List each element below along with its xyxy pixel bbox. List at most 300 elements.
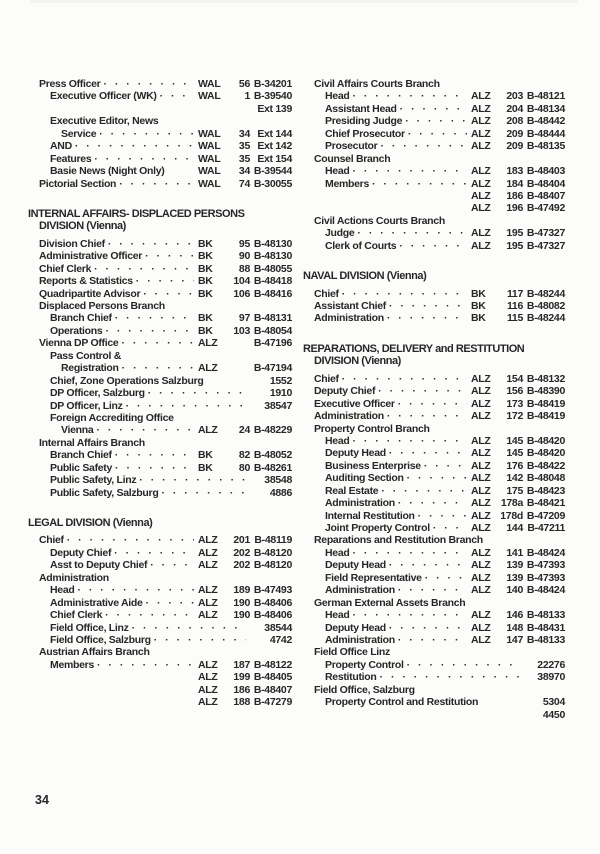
directory-entry <box>303 128 565 140</box>
exchange-code: ALZ <box>471 459 491 472</box>
station-number: 116 <box>506 300 523 312</box>
entry-label: Restitution <box>325 671 377 684</box>
entry-label: Displaced Persons Branch <box>39 300 165 312</box>
extension-code <box>471 559 523 571</box>
directory-entry <box>303 472 565 484</box>
exchange-code: ALZ <box>471 239 491 252</box>
directory-entry <box>28 350 292 362</box>
directory-entry <box>28 387 292 399</box>
entry-label: Administration <box>325 584 395 597</box>
entry-label: Joint Property Control <box>325 522 430 534</box>
directory-entry <box>28 140 292 152</box>
extension-code <box>198 659 250 671</box>
extension-code <box>198 275 250 287</box>
directory-entry <box>303 103 565 115</box>
dot-leader <box>352 90 467 102</box>
exchange-code: WAL <box>198 90 221 103</box>
directory-entry <box>28 263 292 275</box>
section-heading <box>303 355 565 367</box>
entry-label: Civil Affairs Courts Branch <box>314 78 440 90</box>
station-number: 147 <box>506 633 523 646</box>
directory-entry <box>28 325 292 337</box>
dot-leader <box>352 165 467 177</box>
exchange-code: ALZ <box>198 609 218 622</box>
entry-label: Real Estate <box>325 484 379 497</box>
extension-code <box>198 337 250 349</box>
directory-entry <box>28 646 292 658</box>
extension-code <box>471 165 523 177</box>
exchange-code: ALZ <box>198 584 218 597</box>
directory-entry <box>28 424 292 436</box>
entry-label: Head <box>325 165 350 178</box>
entry-label: Field Office, Salzburg <box>50 633 151 646</box>
directory-entry <box>303 410 565 422</box>
directory-entry <box>303 485 565 497</box>
directory-entry <box>303 584 565 596</box>
dot-leader <box>352 435 467 447</box>
extension-code <box>471 103 523 115</box>
directory-entry <box>303 227 565 239</box>
phone-number: B-48054 <box>253 324 292 337</box>
phone-number: B-48419 <box>526 397 565 410</box>
dot-leader <box>342 373 467 385</box>
directory-entry <box>28 534 292 546</box>
section-heading <box>303 343 565 355</box>
phone-number: B-48422 <box>526 459 565 472</box>
station-number: 199 <box>233 671 250 684</box>
phone-number: B-30055 <box>253 177 292 190</box>
entry-label: Internal Affairs Branch <box>39 436 145 449</box>
left-column <box>28 78 292 721</box>
exchange-code: ALZ <box>471 189 491 202</box>
directory-block <box>303 343 565 721</box>
extension-code <box>198 559 250 571</box>
extension-code <box>471 522 523 534</box>
directory-entry <box>303 190 565 202</box>
directory-entry <box>303 510 565 522</box>
exchange-code: ALZ <box>198 683 218 696</box>
extension-code <box>471 227 523 239</box>
entry-label: Internal Restitution <box>325 509 415 522</box>
exchange-code: ALZ <box>471 140 491 153</box>
extension-code <box>471 634 523 646</box>
dot-leader <box>132 622 246 634</box>
entry-label: Deputy Head <box>325 621 386 634</box>
dot-leader <box>378 385 467 397</box>
entry-label: Public Safety, Salzburg <box>50 486 159 499</box>
section-heading-label: DIVISION (Vienna) <box>314 355 401 368</box>
dot-leader <box>96 424 194 436</box>
entry-label: Public Safety <box>50 461 113 474</box>
phone-number: B-48423 <box>526 484 565 497</box>
phone-number: B-48048 <box>526 472 565 485</box>
entry-label: Chief <box>314 372 339 385</box>
station-number: 35 <box>238 152 250 165</box>
phone-number: B-48407 <box>253 683 292 696</box>
directory-entry <box>303 572 565 584</box>
entry-label: Field Office, Salzburg <box>314 683 415 696</box>
dot-leader <box>418 510 467 522</box>
entry-label: Deputy Chief <box>50 546 112 559</box>
phone-number: B-47393 <box>526 559 565 572</box>
station-number: 24 <box>238 424 250 437</box>
exchange-code: ALZ <box>471 447 491 460</box>
extension-code <box>198 449 250 461</box>
station-number: 175 <box>506 484 523 497</box>
exchange-code: ALZ <box>471 102 491 115</box>
directory-entry <box>28 547 292 559</box>
exchange-code: ALZ <box>471 497 491 510</box>
extension-code <box>198 671 250 683</box>
directory-entry <box>303 140 565 152</box>
phone-number: B-48135 <box>526 140 565 153</box>
station-number: 140 <box>506 584 523 597</box>
station-number: 141 <box>506 546 523 559</box>
station-number: 209 <box>506 127 523 140</box>
entry-label: Prosecutor <box>325 140 378 153</box>
dot-leader <box>139 474 246 486</box>
exchange-code: ALZ <box>198 337 218 350</box>
entry-label: Executive Editor, News <box>50 115 159 128</box>
entry-label: Chief, Zone Operations Salzburg <box>50 374 204 387</box>
directory-entry <box>303 165 565 177</box>
entry-label: Pass Control & <box>50 349 122 362</box>
exchange-code: ALZ <box>471 202 491 215</box>
dot-leader <box>399 240 467 252</box>
dot-leader <box>405 115 467 127</box>
dot-leader <box>145 250 194 262</box>
directory-entry <box>303 460 565 472</box>
exchange-code: ALZ <box>471 165 491 178</box>
phone-number: B-48407 <box>526 189 565 202</box>
dot-leader <box>75 140 194 152</box>
entry-label: Reports & Statistics <box>39 275 133 288</box>
station-number: 106 <box>233 287 250 300</box>
extension-code <box>198 178 250 190</box>
directory-entry <box>303 373 565 385</box>
phone-number: Ext 144 <box>257 127 292 140</box>
entry-label: Chief Prosecutor <box>325 127 405 140</box>
entry-label: Public Safety, Linz <box>50 474 137 487</box>
phone-number: 4450 <box>542 708 565 721</box>
entry-label: Chief Clerk <box>39 262 92 275</box>
station-number: 204 <box>506 102 523 115</box>
station-number: 186 <box>506 189 523 202</box>
extension-code <box>471 288 523 300</box>
directory-entry <box>303 646 565 658</box>
dot-leader <box>380 140 467 152</box>
entry-label: Registration <box>61 362 119 375</box>
directory-entry <box>28 153 292 165</box>
phone-number: B-48424 <box>526 584 565 597</box>
exchange-code: ALZ <box>471 522 491 534</box>
phone-number: B-48418 <box>253 275 292 288</box>
phone-number: B-48130 <box>253 237 292 250</box>
extension-code <box>198 424 250 436</box>
extension-code <box>471 178 523 190</box>
phone-number: B-39544 <box>253 165 292 178</box>
directory-entry <box>303 78 565 90</box>
station-number: 80 <box>238 461 250 474</box>
dot-leader <box>398 497 467 509</box>
phone-number: B-48420 <box>526 447 565 460</box>
phone-number: B-39540 <box>253 90 292 103</box>
station-number: 95 <box>238 237 250 250</box>
station-number: 115 <box>506 312 523 325</box>
station-number: 34 <box>238 165 250 178</box>
directory-entry <box>303 240 565 252</box>
extension-code <box>471 240 523 252</box>
phone-number: B-48122 <box>253 658 292 671</box>
dot-leader <box>352 609 467 621</box>
exchange-code: ALZ <box>198 696 218 709</box>
exchange-code: WAL <box>198 78 221 90</box>
directory-entry <box>28 449 292 461</box>
phone-number: B-48120 <box>253 559 292 572</box>
entry-label: Administrative Officer <box>39 250 143 263</box>
station-number: 196 <box>506 202 523 215</box>
phone-number: B-48405 <box>253 671 292 684</box>
extension-code <box>198 462 250 474</box>
entry-label: Chief <box>39 534 64 547</box>
dot-leader <box>357 227 467 239</box>
dot-leader <box>433 522 467 534</box>
station-number: 82 <box>238 449 250 462</box>
directory-entry <box>28 78 292 90</box>
extension-code <box>198 597 250 609</box>
station-number: 186 <box>233 683 250 696</box>
exchange-code: ALZ <box>198 424 218 437</box>
directory-entry <box>28 400 292 412</box>
exchange-code: ALZ <box>471 127 491 140</box>
exchange-code: ALZ <box>471 584 491 597</box>
phone-number: B-48130 <box>253 250 292 263</box>
entry-label: DP Officer, Linz <box>50 399 123 412</box>
entry-label: Administration <box>325 497 395 510</box>
section-heading-label: DIVISION (Vienna) <box>39 220 126 233</box>
entry-label: Deputy Head <box>325 447 386 460</box>
exchange-code: ALZ <box>471 410 491 423</box>
station-number: 148 <box>506 621 523 634</box>
station-number: 201 <box>233 534 250 547</box>
directory-entry <box>28 238 292 250</box>
extension-code <box>198 696 250 708</box>
dot-leader <box>119 178 194 190</box>
directory-entry <box>28 609 292 621</box>
entry-label: Assistant Head <box>325 102 397 115</box>
station-number: 154 <box>506 372 523 385</box>
exchange-code: WAL <box>198 127 221 140</box>
dot-leader <box>407 659 519 671</box>
entry-label: Press Officer <box>39 78 101 90</box>
phone-number: B-47209 <box>526 509 565 522</box>
dot-leader <box>67 534 194 546</box>
extension-code <box>471 572 523 584</box>
extension-code <box>471 300 523 312</box>
entry-label: Deputy Head <box>325 559 386 572</box>
station-number: 34 <box>238 127 250 140</box>
phone-number: B-48134 <box>526 102 565 115</box>
entry-label: Property Control <box>325 658 404 671</box>
directory-entry <box>28 312 292 324</box>
dot-leader <box>150 559 194 571</box>
phone-number: B-48229 <box>253 424 292 437</box>
dot-leader <box>136 275 194 287</box>
exchange-code: ALZ <box>471 177 491 190</box>
station-number: 56 <box>238 78 250 90</box>
station-number: 195 <box>506 239 523 252</box>
extension-code <box>471 472 523 484</box>
dot-leader <box>389 447 467 459</box>
phone-number: 38970 <box>537 671 565 684</box>
dot-leader <box>398 584 467 596</box>
dot-leader <box>161 487 246 499</box>
dot-leader <box>94 153 194 165</box>
exchange-code: ALZ <box>471 115 491 128</box>
directory-entry <box>303 684 565 696</box>
dot-leader <box>389 559 467 571</box>
dot-leader <box>372 178 467 190</box>
dot-leader <box>352 547 467 559</box>
extension-code <box>471 202 523 214</box>
station-number: 190 <box>233 609 250 622</box>
station-number: 189 <box>233 584 250 597</box>
station-number: 202 <box>233 559 250 572</box>
dot-leader <box>114 547 194 559</box>
phone-number: B-48055 <box>253 262 292 275</box>
directory-entry <box>28 684 292 696</box>
extension-code <box>198 165 250 177</box>
entry-label: Assistant Chief <box>314 300 386 312</box>
directory-entry <box>303 178 565 190</box>
directory-entry <box>303 709 565 721</box>
station-number: 146 <box>506 609 523 622</box>
entry-label: Deputy Chief <box>314 385 376 398</box>
directory-entry <box>28 622 292 634</box>
station-number: 145 <box>506 434 523 447</box>
dot-leader <box>389 622 467 634</box>
entry-label: Head <box>325 546 350 559</box>
exchange-code: ALZ <box>471 385 491 398</box>
extension-code <box>198 153 250 165</box>
directory-entry <box>28 375 292 387</box>
exchange-code: ALZ <box>471 227 491 240</box>
directory-entry <box>28 337 292 349</box>
directory-entry <box>303 300 565 312</box>
phone-number: B-48406 <box>253 609 292 622</box>
directory-entry <box>28 300 292 312</box>
directory-entry <box>303 622 565 634</box>
phone-number: B-48261 <box>253 461 292 474</box>
entry-label: Division Chief <box>39 237 105 250</box>
phone-number: B-47492 <box>526 202 565 215</box>
exchange-code: ALZ <box>471 609 491 622</box>
exchange-code: ALZ <box>471 397 491 410</box>
exchange-code: ALZ <box>471 372 491 385</box>
directory-entry <box>28 437 292 449</box>
dot-leader <box>387 312 467 324</box>
phone-number: Ext 154 <box>257 152 292 165</box>
phone-number: B-48424 <box>526 546 565 559</box>
phone-number: 4886 <box>269 486 292 499</box>
directory-entry <box>303 447 565 459</box>
station-number: 178a <box>500 497 523 510</box>
entry-label: Branch Chief <box>50 449 112 462</box>
directory-entry <box>303 215 565 227</box>
section-heading-label: NAVAL DIVISION (Vienna) <box>303 270 427 283</box>
phone-number: 4742 <box>269 633 292 646</box>
exchange-code: ALZ <box>471 571 491 584</box>
station-number: 142 <box>506 472 523 485</box>
extension-code <box>471 90 523 102</box>
entry-label: Clerk of Courts <box>325 239 397 252</box>
extension-code <box>471 373 523 385</box>
entry-label: Chief <box>314 287 339 300</box>
extension-code <box>471 497 523 509</box>
entry-label: Head <box>325 609 350 622</box>
directory-entry <box>303 547 565 559</box>
directory-entry <box>303 609 565 621</box>
station-number: 88 <box>238 262 250 275</box>
entry-label: Basie News (Night Only) <box>50 165 165 178</box>
phone-number: B-48419 <box>526 410 565 423</box>
entry-label: Reparations and Restitution Branch <box>314 534 483 547</box>
dot-leader <box>105 325 194 337</box>
station-number: 103 <box>233 324 250 337</box>
extension-code <box>471 140 523 152</box>
entry-label: Counsel Branch <box>314 152 391 165</box>
station-number: 172 <box>506 410 523 423</box>
directory-block <box>303 270 565 325</box>
scan-artifact <box>30 0 578 3</box>
dot-leader <box>154 634 246 646</box>
phone-number: B-48421 <box>526 497 565 510</box>
dot-leader <box>389 300 467 312</box>
extension-code <box>198 263 250 275</box>
entry-label: Features <box>50 152 92 165</box>
directory-entry <box>303 312 565 324</box>
directory-entry <box>28 178 292 190</box>
phone-number: 38548 <box>264 474 292 487</box>
exchange-code: WAL <box>198 140 221 153</box>
station-number: 104 <box>233 275 250 288</box>
directory-entry <box>303 497 565 509</box>
dot-leader <box>94 263 194 275</box>
station-number: 195 <box>506 227 523 240</box>
entry-label: Business Enterprise <box>325 459 421 472</box>
extension-code <box>471 312 523 324</box>
dot-leader <box>108 238 194 250</box>
phone-number: B-48133 <box>526 609 565 622</box>
entry-label: Presiding Judge <box>325 115 403 128</box>
station-number: 173 <box>506 397 523 410</box>
entry-label: Executive Officer <box>314 397 395 410</box>
dot-leader <box>381 485 467 497</box>
entry-label: Head <box>325 90 350 103</box>
directory-entry <box>303 597 565 609</box>
extension-code <box>471 584 523 596</box>
directory-entry <box>303 671 565 683</box>
directory-entry <box>28 559 292 571</box>
dot-leader <box>148 387 246 399</box>
entry-label: Pictorial Section <box>39 177 117 190</box>
exchange-code: BK <box>198 449 213 462</box>
directory-entry <box>303 398 565 410</box>
extension-code <box>198 584 250 596</box>
phone-number: B-48444 <box>526 127 565 140</box>
section-heading-label: LEGAL DIVISION (Vienna) <box>28 517 153 529</box>
phone-number: B-47493 <box>253 584 292 597</box>
